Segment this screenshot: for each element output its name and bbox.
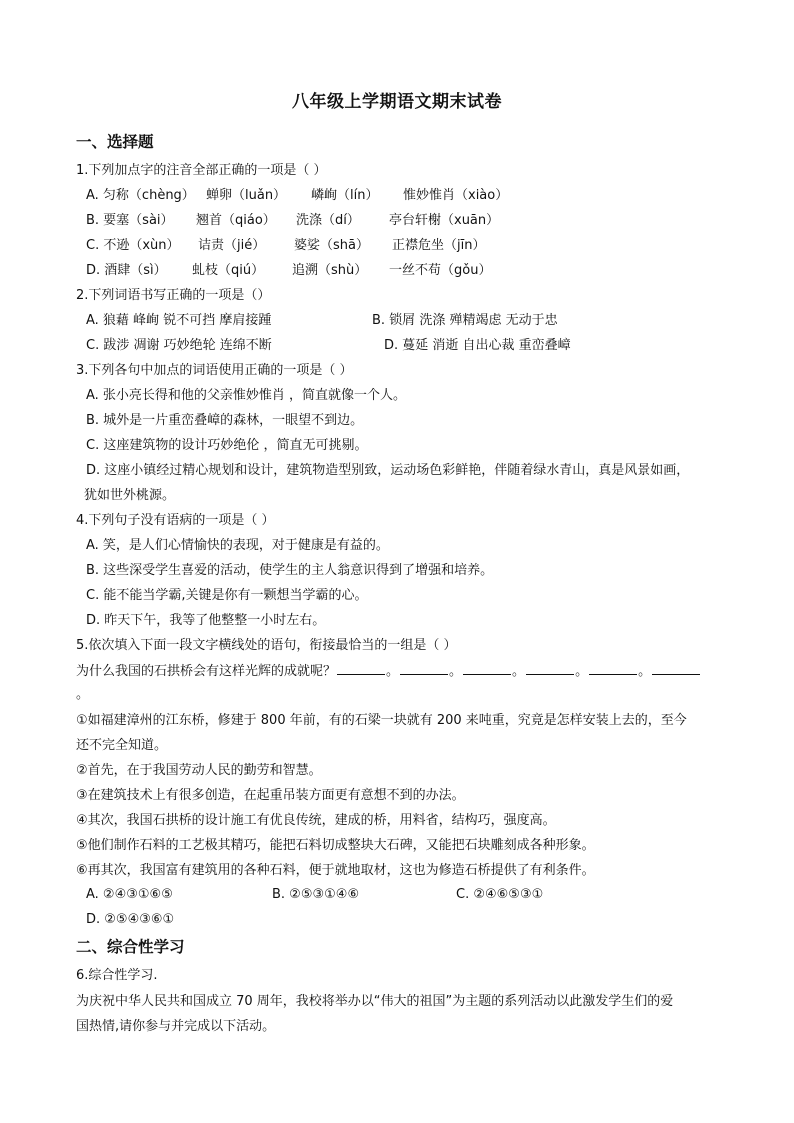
blank-3[interactable] [463, 662, 511, 675]
option-d-2: 虬枝（qiú） [192, 263, 265, 278]
question-5-stem: 5.依次填入下面一段文字横线处的语句，衔接最恰当的一组是（ ） [76, 638, 457, 653]
question-4-option-a: A. 笑，是人们心情愉快的表现，对于健康是有益的。 [86, 538, 389, 553]
question-2-option-b: B. 锁屑 洗涤 殚精竭虑 无动于忠 [372, 313, 558, 328]
question-4-option-c: C. 能不能当学霸,关键是你有一颗想当学霸的心。 [86, 588, 368, 603]
blank-6[interactable] [652, 662, 700, 675]
option-b-4: 亭台轩榭（xuān） [389, 213, 500, 228]
option-b-2: 翘首（qiáo） [196, 213, 276, 228]
blank-4[interactable] [526, 662, 574, 675]
option-a-3: 嶙峋（lín） [311, 188, 379, 203]
section-heading-integrated: 二、综合性学习 [76, 938, 185, 956]
option-b-3: 洗涤（dí） [296, 213, 360, 228]
option-c-2: 诘责（jié） [198, 238, 266, 253]
question-5-option-b: B. ②⑤③①④⑥ [272, 887, 360, 902]
question-2-option-d: D. 蔓延 消逝 自出心裁 重峦叠嶂 [384, 338, 571, 353]
option-d-1: D. 酒肆（sì） [86, 263, 167, 278]
question-5-option-d: D. ②⑤④③⑥① [86, 912, 175, 927]
question-2-option-c: C. 跋涉 凋谢 巧妙绝轮 连绵不断 [86, 338, 272, 353]
question-6-paragraph-line2: 国热情,请你参与并完成以下活动。 [76, 1019, 276, 1034]
option-d-3: 追溯（shù） [292, 263, 368, 278]
question-2-stem: 2.下列词语书写正确的一项是（） [76, 288, 271, 303]
sentence-3: ③在建筑技术上有很多创造，在起重吊装方面更有意想不到的办法。 [76, 788, 465, 803]
question-2-option-a: A. 狼藉 峰峋 锐不可挡 摩肩接踵 [86, 313, 272, 328]
section-heading-choice: 一、选择题 [76, 133, 154, 151]
option-c-4: 正襟危坐（jīn） [392, 238, 486, 253]
option-a-4: 惟妙惟肖（xiào） [403, 188, 509, 203]
question-6-paragraph-line1: 为庆祝中华人民共和国成立 70 周年，我校将举办以“伟大的祖国”为主题的系列活动以此激发学生们的爱 [76, 994, 674, 1009]
sentence-5: ⑤他们制作石料的工艺极其精巧，能把石料切成整块大石碑，又能把石块雕刻成各种形象。 [76, 838, 595, 853]
sentence-2: ②首先，在于我国劳动人民的勤劳和智慧。 [76, 763, 322, 778]
question-3-option-b: B. 城外是一片重峦叠嶂的森林，一眼望不到边。 [86, 413, 364, 428]
question-5-option-a: A. ②④③①⑥⑤ [86, 887, 173, 902]
question-5-prompt: 为什么我国的石拱桥会有这样光辉的成就呢？ [76, 664, 337, 679]
question-3-option-c: C. 这座建筑物的设计巧妙绝伦 ，简直无可挑剔。 [86, 438, 368, 453]
question-5-option-c: C. ②④⑥⑤③① [456, 887, 544, 902]
question-3-option-d-line2: 犹如世外桃源。 [84, 488, 176, 503]
exam-title: 八年级上学期语文期末试卷 [292, 92, 502, 112]
blank-5[interactable] [589, 662, 637, 675]
question-5-trailing-period: 。 [76, 687, 90, 702]
blank-1[interactable] [337, 662, 385, 675]
question-4-option-b: B. 这些深受学生喜爱的活动，使学生的主人翁意识得到了增强和培养。 [86, 563, 494, 578]
option-a-2: 蝉卵（luǎn） [206, 188, 287, 203]
sentence-4: ④其次，我国石拱桥的设计施工有优良传统，建成的桥，用料省，结构巧，强度高。 [76, 813, 556, 828]
option-c-3: 婆娑（shā） [294, 238, 369, 253]
question-5-blanks-line: 为什么我国的石拱桥会有这样光辉的成就呢？ 。 。 。 。 。 [76, 662, 701, 681]
option-c-1: C. 不逊（xùn） [86, 238, 180, 253]
option-a-1: A. 匀称（chèng） [86, 188, 195, 203]
question-4-option-d: D. 昨天下午，我等了他整整一小时左右。 [86, 613, 326, 628]
question-3-stem: 3.下列各句中加点的词语使用正确的一项是（ ） [76, 363, 353, 378]
sentence-6: ⑥再其次，我国富有建筑用的各种石料，便于就地取材，这也为修造石桥提供了有利条件。 [76, 863, 595, 878]
sentence-1-line1: ①如福建漳州的江东桥，修建于 800 年前，有的石梁一块就有 200 来吨重，究竟是怎样安装上去的，至今 [76, 713, 687, 728]
question-1-stem: 1.下列加点字的注音全部正确的一项是（ ） [76, 163, 327, 178]
option-b-1: B. 要塞（sài） [86, 213, 174, 228]
question-3-option-a: A. 张小亮长得和他的父亲惟妙惟肖 ，简直就像一个人。 [86, 388, 407, 403]
sentence-1-line2: 还不完全知道。 [76, 738, 168, 753]
question-3-option-d-line1: D. 这座小镇经过精心规划和设计，建筑物造型别致，运动场色彩鲜艳，伴随着绿水青山，真是风景如画， [86, 463, 690, 478]
blank-2[interactable] [400, 662, 448, 675]
option-d-4: 一丝不苟（gǒu） [389, 263, 492, 278]
question-6-stem: 6.综合性学习. [76, 968, 158, 983]
question-4-stem: 4.下列句子没有语病的一项是（ ） [76, 513, 275, 528]
